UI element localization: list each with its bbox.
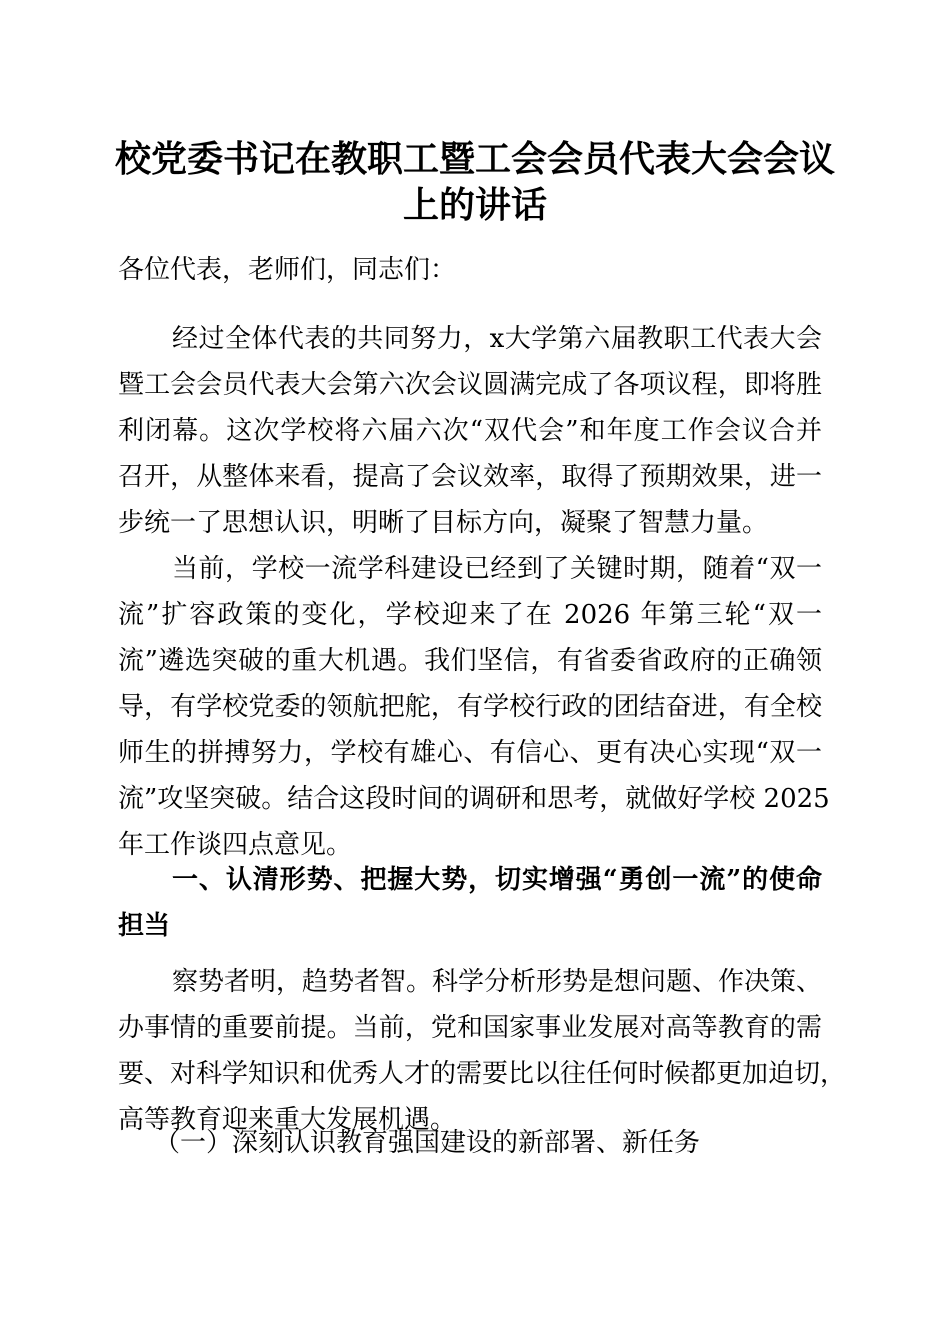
document-title — [100, 136, 850, 228]
paragraph-line: 步统一了思想认识，明晰了目标方向，凝聚了智慧力量。 — [118, 508, 769, 538]
paragraph-line: 流”扩容政策的变化，学校迎来了在 2026 年第三轮“双一 — [118, 600, 822, 630]
paragraph-line: 年工作谈四点意见。 — [118, 830, 353, 860]
greeting-text: 各位代表，老师们，同志们： — [118, 255, 457, 285]
paragraph-3 — [118, 959, 847, 1143]
paragraph-line: 利闭幕。这次学校将六届六次“双代会”和年度工作会议合并 — [118, 416, 822, 446]
subheading-text: （一）深刻认识教育强国建设的新部署、新任务 — [154, 1128, 701, 1158]
section-heading-1 — [118, 857, 822, 949]
title-line: 校党委书记在教职工暨工会会员代表大会会议 — [114, 138, 835, 180]
paragraph-line: 察势者明，趋势者智。科学分析形势是想问题、作决策、 — [172, 967, 823, 997]
heading-line: 一、认清形势、把握大势，切实增强“勇创一流”的使命 — [172, 865, 822, 895]
paragraph-line: 当前，学校一流学科建设已经到了关键时期，随着“双一 — [172, 554, 822, 584]
paragraph-line: 暨工会会员代表大会第六次会议圆满完成了各项议程，即将胜 — [118, 370, 822, 400]
paragraph-line: 流”遴选突破的重大机遇。我们坚信，有省委省政府的正确领 — [118, 646, 822, 676]
paragraph-line: 要、对科学知识和优秀人才的需要比以往任何时候都更加迫切， — [118, 1059, 847, 1089]
paragraph-line: 高等教育迎来重大发展机遇。 — [118, 1105, 457, 1135]
paragraph-line: 办事情的重要前提。当前，党和国家事业发展对高等教育的需 — [118, 1013, 822, 1043]
paragraph-line: 导，有学校党委的领航把舵，有学校行政的团结奋进，有全校 — [118, 692, 822, 722]
paragraph-line: 师生的拼搏努力，学校有雄心、有信心、更有决心实现“双一 — [118, 738, 822, 768]
paragraph-2 — [118, 546, 830, 868]
subheading-1 — [118, 1120, 822, 1166]
paragraph-line: 经过全体代表的共同努力，x大学第六届教职工代表大会 — [172, 324, 822, 354]
paragraph-line: 召开，从整体来看，提高了会议效率，取得了预期效果，进一 — [118, 462, 822, 492]
greeting — [118, 247, 822, 293]
title-line: 上的讲话 — [402, 184, 547, 226]
paragraph-1 — [118, 316, 822, 546]
heading-line: 担当 — [118, 911, 171, 941]
paragraph-line: 流”攻坚突破。结合这段时间的调研和思考，就做好学校 2025 — [118, 784, 830, 814]
